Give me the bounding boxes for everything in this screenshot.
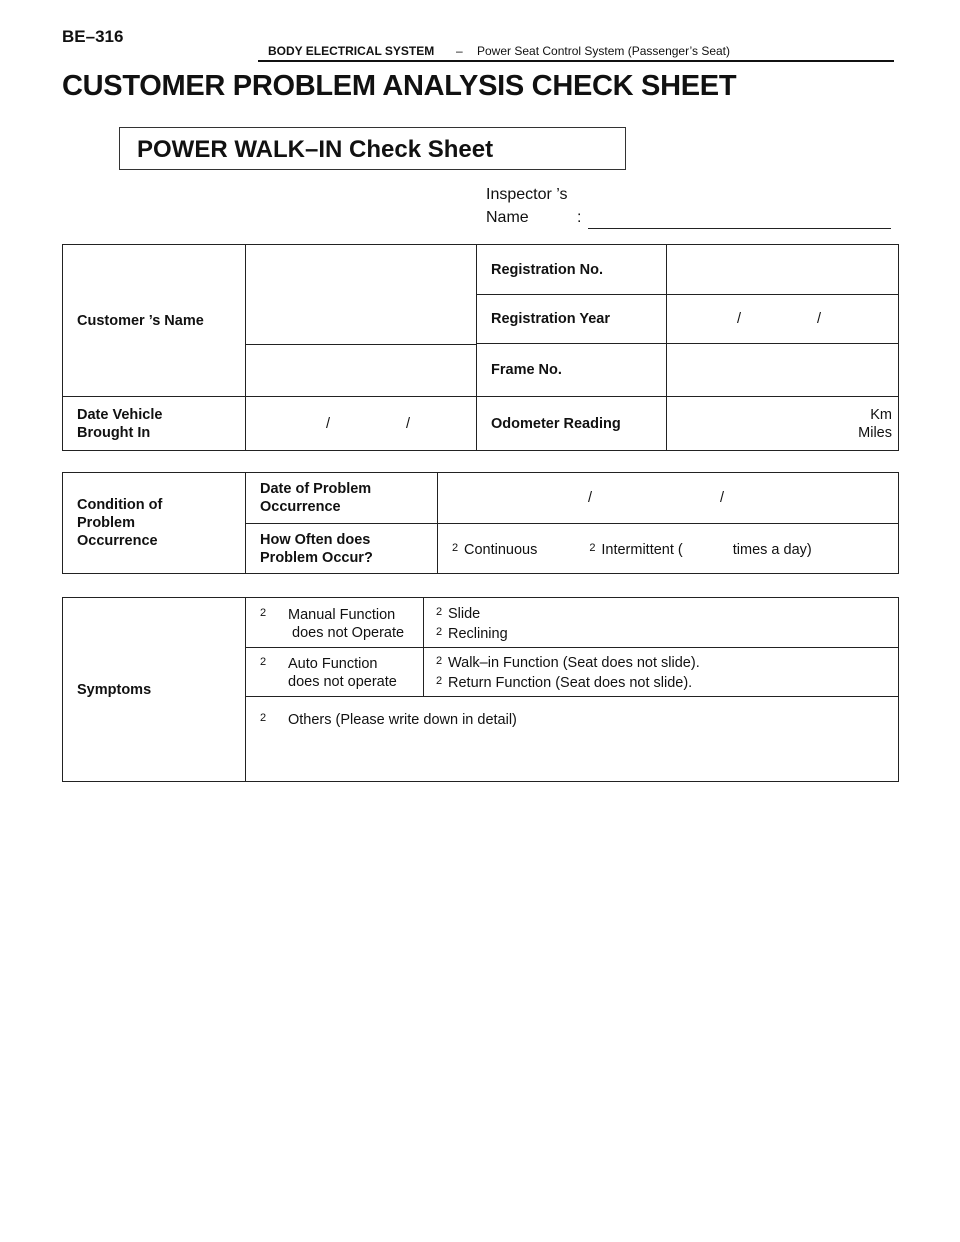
odometer-unit-km: Km [870,406,892,423]
frame-no-field[interactable] [667,344,899,397]
reclining-checkbox[interactable]: 2 [436,625,443,638]
symptoms-label: Symptoms [63,598,246,782]
problem-date-label: Date of Problem Occurrence [246,473,438,524]
date-brought-in-slash-2: / [406,415,411,432]
manual-function-label: Manual Function [288,606,396,623]
slide-checkbox[interactable]: 2 [436,605,443,618]
customer-name-field[interactable] [246,245,477,397]
others-cell[interactable] [246,697,899,782]
manual-function-cell [246,598,424,648]
problem-date-field[interactable] [438,473,899,524]
sheet-title: POWER WALK–IN Check Sheet [137,136,494,163]
section-label: BODY ELECTRICAL SYSTEM [268,44,435,58]
vehicle-info-table [62,244,899,451]
problem-date-slash-1: / [588,490,593,506]
customer-name-label: Customer ’s Name [63,245,246,397]
manual-function-checkbox[interactable]: 2 [260,606,267,619]
auto-function-cell [246,648,424,697]
registration-year-label: Registration Year [477,295,667,344]
symptoms-table [62,597,899,782]
condition-label: Condition of Problem Occurrence [63,473,246,574]
registration-year-field[interactable] [667,295,899,344]
registration-no-label: Registration No. [477,245,667,295]
date-brought-in-slash-1: / [326,415,331,432]
manual-function-label-2: does not Operate [288,624,405,641]
walkin-label: Walk–in Function (Seat does not slide). [448,655,700,671]
return-label: Return Function (Seat does not slide). [448,675,693,691]
condition-table [62,472,899,574]
inspector-name-field[interactable] [588,228,891,229]
intermittent-label: Intermittent ( [601,541,683,558]
auto-options-cell [424,648,899,697]
auto-function-label-2: does not operate [288,674,397,690]
how-often-label: How Often does Problem Occur? [246,524,438,574]
inspector-label-line2: Name [486,209,529,226]
header-rule [258,60,894,62]
date-brought-in-label: Date Vehicle Brought In [63,397,246,451]
auto-function-checkbox[interactable]: 2 [260,656,267,668]
odometer-unit-miles: Miles [858,424,892,441]
reclining-label: Reclining [448,625,508,642]
page-title: CUSTOMER PROBLEM ANALYSIS CHECK SHEET [62,70,737,102]
continuous-label: Continuous [464,541,538,558]
auto-function-label: Auto Function [288,656,378,672]
subsection-label: Power Seat Control System (Passenger’s Seat) [477,44,731,58]
page-number: BE–316 [62,27,124,46]
section-dash: – [456,44,463,58]
registration-year-slash-1: / [737,311,742,327]
inspector-label-line1: Inspector ’s [486,186,568,203]
others-label: Others (Please write down in detail) [288,712,517,728]
slide-label: Slide [448,605,481,622]
registration-year-slash-2: / [817,311,822,327]
registration-no-field[interactable] [667,245,899,295]
problem-date-slash-2: / [720,490,725,506]
odometer-field[interactable] [667,397,899,451]
frame-no-label: Frame No. [477,344,667,397]
others-checkbox[interactable]: 2 [260,712,267,724]
continuous-checkbox[interactable]: 2 [452,541,459,554]
return-checkbox[interactable]: 2 [436,675,443,687]
date-brought-in-field[interactable] [246,397,477,451]
intermittent-checkbox[interactable]: 2 [589,541,596,554]
how-often-field [438,524,899,574]
times-a-day-label: times a day) [732,541,812,558]
walkin-checkbox[interactable]: 2 [436,655,443,667]
inspector-colon: : [577,209,582,226]
odometer-label: Odometer Reading [477,397,667,451]
manual-options-cell [424,598,899,648]
